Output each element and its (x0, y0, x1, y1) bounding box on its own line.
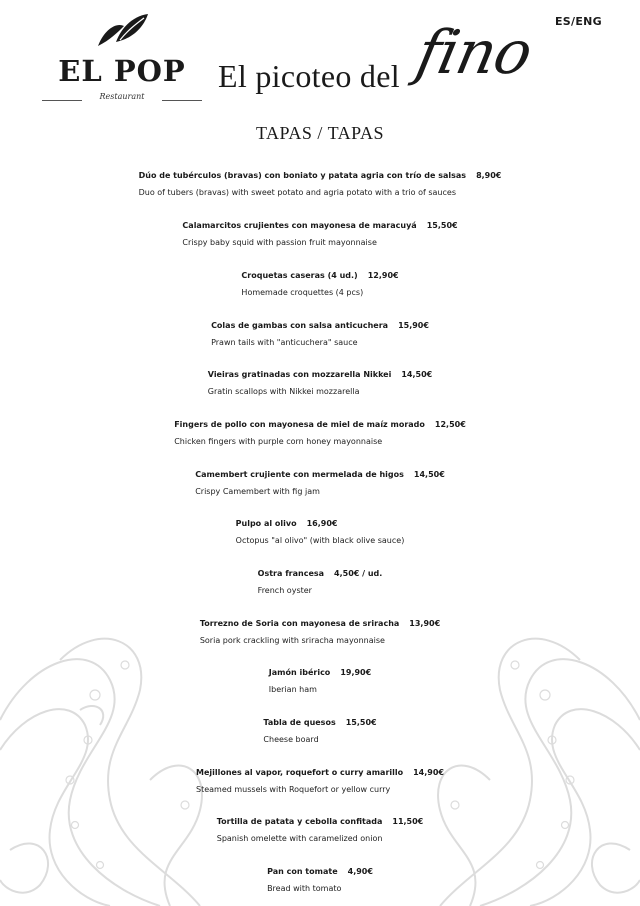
menu-item (0, 163, 640, 199)
item-price: 12,90€ (367, 271, 399, 280)
language-toggle[interactable]: ES/ENG (554, 15, 602, 28)
item-description: Prawn tails with "anticuchera" sauce (211, 338, 358, 347)
item-description: Spanish omelette with caramelized onion (216, 834, 383, 843)
item-price: 19,90€ (340, 668, 372, 677)
headline-script: fino (410, 18, 538, 88)
item-price: 14,50€ (401, 370, 433, 379)
item-name: Croquetas caseras (4 ud.) (241, 271, 358, 280)
menu-item (0, 809, 640, 845)
item-price: 13,90€ (409, 619, 441, 628)
menu-item (0, 313, 640, 349)
item-description: Soria pork crackling with sriracha mayonnaise (199, 636, 385, 645)
item-name: Fingers de pollo con mayonesa de miel de maíz morado (174, 420, 425, 429)
item-price: 16,90€ (306, 519, 338, 528)
logo-divider-right (162, 100, 202, 101)
item-name: Colas de gambas con salsa anticuchera (211, 321, 389, 330)
item-name: Jamón ibérico (268, 668, 331, 677)
item-price: 8,90€ (476, 171, 502, 180)
menu-item (0, 859, 640, 895)
item-description: Crispy Camembert with fig jam (195, 487, 320, 496)
item-name: Calamarcitos crujientes con mayonesa de maracuyá (182, 221, 417, 230)
item-description: French oyster (257, 586, 312, 595)
item-name: Torrezno de Soria con mayonesa de sriracha (199, 619, 400, 628)
item-name: Vieiras gratinadas con mozzarella Nikkei (207, 370, 392, 379)
leaf-icon (94, 12, 150, 50)
item-name: Dúo de tubérculos (bravas) con boniato y patata agria con trío de salsas (138, 171, 467, 180)
menu-item (0, 760, 640, 796)
item-name: Camembert crujiente con mermelada de higos (195, 470, 404, 479)
section-title: TAPAS / TAPAS (255, 123, 385, 143)
menu-item (0, 710, 640, 746)
menu-item (0, 561, 640, 597)
item-price: 15,50€ (345, 718, 377, 727)
item-description: Chicken fingers with purple corn honey mayonnaise (174, 437, 383, 446)
item-price: 15,90€ (398, 321, 429, 330)
item-price: 11,50€ (392, 817, 424, 826)
menu-item (0, 362, 640, 398)
item-name: Pulpo al olivo (235, 519, 297, 528)
item-description: Gratin scallops with Nikkei mozzarella (207, 387, 360, 396)
menu-item (0, 611, 640, 647)
item-price: 14,90€ (413, 768, 444, 777)
item-price: 14,50€ (413, 470, 445, 479)
item-description: Duo of tubers (bravas) with sweet potato and agria potato with a trio of sauces (138, 188, 456, 197)
item-price: 4,90€ (347, 867, 373, 876)
menu-item (0, 412, 640, 448)
item-description: Steamed mussels with Roquefort or yellow curry (196, 785, 391, 794)
item-description: Iberian ham (268, 685, 317, 694)
item-name: Tortilla de patata y cebolla confitada (216, 817, 383, 826)
menu-item (0, 511, 640, 547)
page-headline: El picoteo del (218, 58, 400, 94)
item-description: Crispy baby squid with passion fruit mayonnaise (182, 238, 377, 247)
logo-name: EL POP (58, 54, 186, 88)
item-description: Cheese board (263, 735, 319, 744)
item-description: Octopus "al olivo" (with black olive sauce) (235, 536, 405, 545)
item-description: Homemade croquettes (4 pcs) (241, 288, 364, 297)
item-price: 15,50€ (426, 221, 458, 230)
menu-item (0, 213, 640, 249)
menu-item (0, 462, 640, 498)
menu-item (0, 660, 640, 696)
menu-item (0, 263, 640, 299)
logo-subtitle: Restaurant (99, 92, 145, 101)
item-price: 4,50€ / ud. (334, 569, 383, 578)
item-name: Pan con tomate (267, 867, 338, 876)
item-name: Mejillones al vapor, roquefort o curry amarillo (196, 768, 404, 777)
item-name: Ostra francesa (257, 569, 325, 578)
item-description: Bread with tomato (267, 884, 342, 893)
item-price: 12,50€ (434, 420, 466, 429)
restaurant-logo (42, 12, 202, 100)
item-name: Tabla de quesos (263, 718, 336, 727)
